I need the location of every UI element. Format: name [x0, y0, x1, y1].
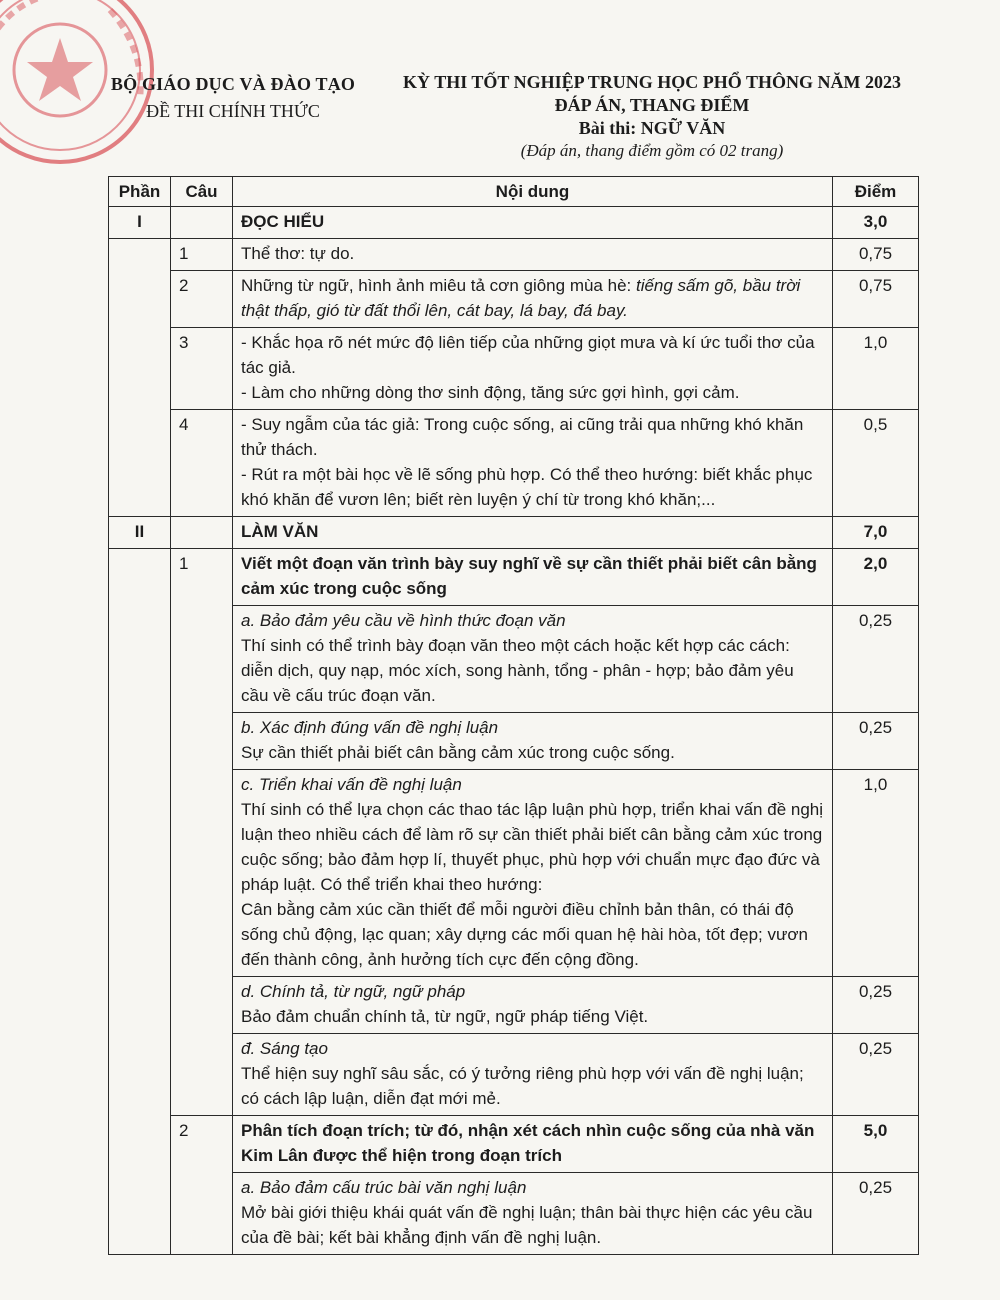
p1-q3-line2: - Làm cho những dòng thơ sinh động, tăng sức gợi hình, gợi cảm. [241, 383, 740, 402]
p2-q1-a-body: Thí sinh có thể trình bày đoạn văn theo một cách hoặc kết hợp các cách: diễn dịch, quy nạp, móc xích, song hành, tổng - phân - hợp; bảo đảm yêu cầu về cấu trúc đoạn văn. [241, 636, 794, 705]
p1-q1-score: 0,75 [833, 239, 919, 271]
p1-q4-content [233, 410, 833, 517]
table-row [109, 207, 919, 239]
table-row [109, 328, 919, 410]
p1-q3-content [233, 328, 833, 410]
p1-q1-text: Thể thơ: tự do. [233, 239, 833, 271]
p1-q2-score: 0,75 [833, 271, 919, 328]
p1-q3-num: 3 [171, 328, 233, 410]
p2-q2-score: 5,0 [833, 1116, 919, 1173]
p2-q1-d-heading: d. Chính tả, từ ngữ, ngữ pháp [241, 982, 466, 1001]
p2-q1-d [233, 977, 833, 1034]
p2-q2-a-score: 0,25 [833, 1173, 919, 1255]
p2-q1-e-body: Thể hiện suy nghĩ sâu sắc, có ý tưởng riêng phù hợp với vấn đề nghị luận; có cách lập luận, diễn đạt mới mẻ. [241, 1064, 804, 1108]
p1-q2-content [233, 271, 833, 328]
p2-q2-title: Phân tích đoạn trích; từ đó, nhận xét cách nhìn cuộc sống của nhà văn Kim Lân được thể hiện trong đoạn trích [233, 1116, 833, 1173]
table-row [109, 549, 919, 606]
p2-q1-c-body1: Thí sinh có thể lựa chọn các thao tác lập luận phù hợp, triển khai vấn đề nghị luận theo nhiều cách để làm rõ sự cần thiết phải biết cân bằng cảm xúc trong cuộc sống; bảo đảm hợp lí, thuyết phục, phù hợp với chuẩn mực đạo đức và pháp luật. Có thể triển khai theo hướng: [241, 800, 824, 894]
p2-q2-num: 2 [171, 1116, 233, 1173]
table-row [109, 1173, 919, 1255]
p1-q2-italic: tiếng sấm gõ, bầu trời thật thấp, gió từ đất thổi lên, cát bay, lá bay, đá bay. [241, 276, 801, 320]
table-row [109, 410, 919, 517]
p1-q2-num: 2 [171, 271, 233, 328]
p1-q4-num: 4 [171, 410, 233, 517]
table-row [109, 713, 919, 770]
p2-q1-c [233, 770, 833, 977]
p2-q2-a-heading: a. Bảo đảm cấu trúc bài văn nghị luận [241, 1178, 527, 1197]
p1-q4-line1: - Suy ngẫm của tác giả: Trong cuộc sống, ai cũng trải qua những khó khăn thử thách. [241, 415, 804, 459]
p2-q1-b [233, 713, 833, 770]
header-noidung: Nội dung [233, 177, 833, 207]
answer-table [108, 176, 919, 1255]
table-row [109, 977, 919, 1034]
table-row [109, 1034, 919, 1116]
p1-q3-score: 1,0 [833, 328, 919, 410]
subject: Bài thi: NGỮ VĂN [578, 118, 726, 138]
p2-q1-b-score: 0,25 [833, 713, 919, 770]
header-diem: Điểm [833, 177, 919, 207]
page-note: (Đáp án, thang điểm gồm có 02 trang) [520, 141, 784, 160]
p2-q1-c-heading: c. Triển khai vấn đề nghị luận [241, 775, 462, 794]
table-row [109, 271, 919, 328]
part-1-score: 3,0 [833, 207, 919, 239]
part-1-title: ĐỌC HIỂU [233, 207, 833, 239]
part-1-label: I [109, 207, 171, 239]
p2-q1-a-heading: a. Bảo đảm yêu cầu về hình thức đoạn văn [241, 611, 566, 630]
p2-q1-a-score: 0,25 [833, 606, 919, 713]
table-row [109, 1116, 919, 1173]
p2-q1-num: 1 [171, 549, 233, 606]
header-left [108, 74, 358, 122]
official-label: ĐỀ THI CHÍNH THỨC [146, 101, 320, 121]
p2-q1-b-body: Sự cần thiết phải biết cân bằng cảm xúc trong cuộc sống. [241, 743, 675, 762]
p1-q4-line2: - Rút ra một bài học về lẽ sống phù hợp. Có thể theo hướng: biết khắc phục khó khăn để vươn lên; biết rèn luyện ý chí từ trong khó khăn;... [241, 465, 813, 509]
p2-q1-title: Viết một đoạn văn trình bày suy nghĩ về sự cần thiết phải biết cân bằng cảm xúc trong cuộc sống [233, 549, 833, 606]
p1-q2-text: Những từ ngữ, hình ảnh miêu tả cơn giông mùa hè: [241, 276, 636, 295]
header-cau: Câu [171, 177, 233, 207]
p2-q1-a [233, 606, 833, 713]
header-phan: Phần [109, 177, 171, 207]
p2-q1-score: 2,0 [833, 549, 919, 606]
p2-q1-c-body2: Cân bằng cảm xúc cần thiết để mỗi người điều chỉnh bản thân, có thái độ sống chủ động, lạc quan; xây dựng các mối quan hệ hài hòa, tốt đẹp; vươn đến thành công, ảnh hưởng tích cực đến cộng đồng. [241, 900, 808, 969]
header-right [372, 72, 932, 161]
part-2-title: LÀM VĂN [233, 517, 833, 549]
table-row [109, 770, 919, 977]
table-row [109, 517, 919, 549]
exam-title: KỲ THI TỐT NGHIỆP TRUNG HỌC PHỔ THÔNG NĂM 2023 [403, 72, 901, 92]
p2-q2-a [233, 1173, 833, 1255]
p2-q1-e [233, 1034, 833, 1116]
p2-q2-a-body: Mở bài giới thiệu khái quát vấn đề nghị luận; thân bài thực hiện các yêu cầu của đề bài; kết bài khẳng định vấn đề nghị luận. [241, 1203, 813, 1247]
p2-q1-c-score: 1,0 [833, 770, 919, 977]
table-header-row [109, 177, 919, 207]
p1-q3-line1: - Khắc họa rõ nét mức độ liên tiếp của những giọt mưa và kí ức tuổi thơ của tác giả. [241, 333, 815, 377]
table-row [109, 239, 919, 271]
ministry-name: BỘ GIÁO DỤC VÀ ĐÀO TẠO [110, 74, 356, 94]
part-2-score: 7,0 [833, 517, 919, 549]
p2-q1-e-heading: đ. Sáng tạo [241, 1039, 328, 1058]
table-row [109, 606, 919, 713]
p1-q1-num: 1 [171, 239, 233, 271]
p2-q1-d-score: 0,25 [833, 977, 919, 1034]
doc-title: ĐÁP ÁN, THANG ĐIỂM [554, 95, 750, 115]
p1-q4-score: 0,5 [833, 410, 919, 517]
p2-q1-d-body: Bảo đảm chuẩn chính tả, từ ngữ, ngữ pháp tiếng Việt. [241, 1007, 649, 1026]
p2-q1-b-heading: b. Xác định đúng vấn đề nghị luận [241, 718, 499, 737]
part-2-label: II [109, 517, 171, 549]
p2-q1-e-score: 0,25 [833, 1034, 919, 1116]
